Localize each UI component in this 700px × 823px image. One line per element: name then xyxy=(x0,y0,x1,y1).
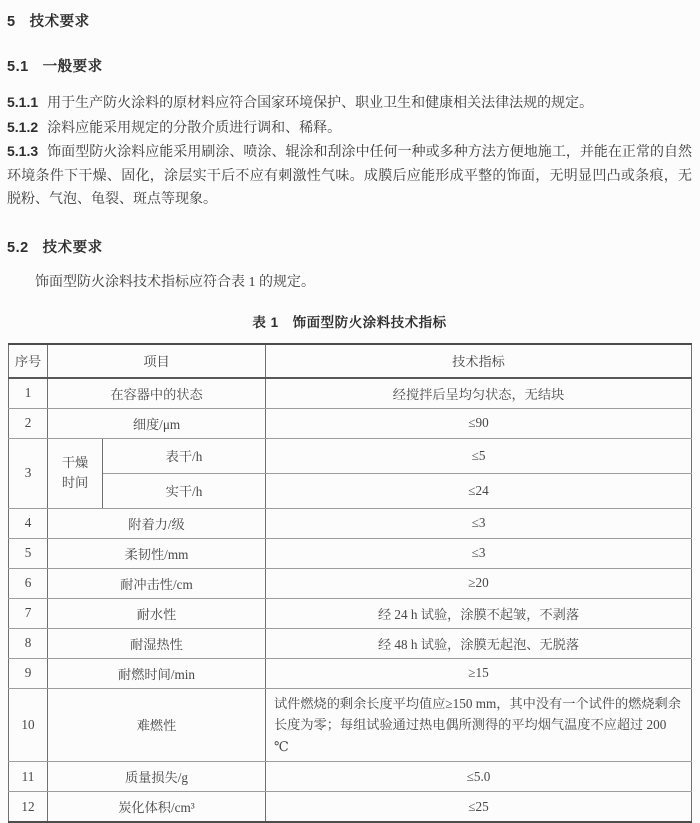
section-5-number: 5 xyxy=(7,14,16,30)
table-row-12 xyxy=(9,792,692,823)
row-11-item: 质量损失/g xyxy=(48,762,266,792)
row-3b-item: 实干/h xyxy=(103,473,266,508)
paragraph-5-1-3-text: 饰面型防火涂料应能采用刷涂、喷涂、辊涂和刮涂中任何一种或多种方法方便地施工，并能在正常的自然环境条件下干燥、固化，涂层实干后不应有刺激性气味。成膜后应能形成平整的饰面，无明显凹凸或条痕，无脱粉、气泡、龟裂、斑点等现象。 xyxy=(7,145,692,207)
row-8-item: 耐湿热性 xyxy=(48,628,266,658)
table-row-11 xyxy=(9,762,692,792)
section-5-title: 技术要求 xyxy=(30,14,90,30)
row-3-index: 3 xyxy=(9,438,48,508)
paragraph-5-1-2 xyxy=(7,116,692,141)
row-8-index: 8 xyxy=(9,628,48,658)
row-7-spec: 经 24 h 试验，涂膜不起皱，不剥落 xyxy=(266,598,692,628)
row-2-item: 细度/μm xyxy=(48,408,266,438)
general-requirements-paragraphs xyxy=(7,91,692,212)
row-5-index: 5 xyxy=(9,538,48,568)
row-6-index: 6 xyxy=(9,568,48,598)
table-row-4 xyxy=(9,508,692,538)
col-header-spec: 技术指标 xyxy=(266,344,692,378)
row-11-spec: ≤5.0 xyxy=(266,762,692,792)
table-row-5 xyxy=(9,538,692,568)
section-5-2-number: 5.2 xyxy=(7,240,29,256)
row-10-spec: 试件燃烧的剩余长度平均值应≥150 mm，其中没有一个试件的燃烧剩余长度为零；每组试验通过热电偶所测得的平均烟气温度不应超过 200 ℃ xyxy=(266,688,692,762)
paragraph-5-1-1-number: 5.1.1 xyxy=(7,94,38,110)
row-10-index: 10 xyxy=(9,688,48,762)
row-3-group-line1: 干燥 xyxy=(52,453,98,473)
row-9-item: 耐燃时间/min xyxy=(48,658,266,688)
row-4-index: 4 xyxy=(9,508,48,538)
section-5-1-title: 一般要求 xyxy=(43,59,103,75)
table-row-10 xyxy=(9,688,692,762)
row-6-item: 耐冲击性/cm xyxy=(48,568,266,598)
paragraph-5-1-2-number: 5.1.2 xyxy=(7,119,38,135)
row-12-index: 12 xyxy=(9,792,48,823)
row-7-item: 耐水性 xyxy=(48,598,266,628)
table-row-1 xyxy=(9,378,692,409)
row-3a-spec: ≤5 xyxy=(266,438,692,473)
table-row-2 xyxy=(9,408,692,438)
spec-table xyxy=(8,343,692,823)
table-row-9 xyxy=(9,658,692,688)
paragraph-5-1-2-text: 涂料应能采用规定的分散介质进行调和、稀释。 xyxy=(47,121,341,136)
row-8-spec: 经 48 h 试验，涂膜无起泡、无脱落 xyxy=(266,628,692,658)
table-caption: 表 1 饰面型防火涂料技术指标 xyxy=(7,311,692,331)
row-3b-spec: ≤24 xyxy=(266,473,692,508)
row-9-spec: ≥15 xyxy=(266,658,692,688)
row-11-index: 11 xyxy=(9,762,48,792)
col-header-item: 项目 xyxy=(48,344,266,378)
table-row-7 xyxy=(9,598,692,628)
row-3-group-line2: 时间 xyxy=(52,473,98,493)
table-header-row xyxy=(9,344,692,378)
col-header-index: 序号 xyxy=(9,344,48,378)
row-2-index: 2 xyxy=(9,408,48,438)
row-1-index: 1 xyxy=(9,378,48,409)
row-12-item: 炭化体积/cm³ xyxy=(48,792,266,823)
section-5-1-heading xyxy=(7,55,692,76)
section-5-1-number: 5.1 xyxy=(7,59,29,75)
section-5-2-heading xyxy=(7,236,692,257)
row-4-spec: ≤3 xyxy=(266,508,692,538)
row-3a-item: 表干/h xyxy=(103,438,266,473)
row-5-spec: ≤3 xyxy=(266,538,692,568)
row-1-item: 在容器中的状态 xyxy=(48,378,266,409)
row-5-item: 柔韧性/mm xyxy=(48,538,266,568)
paragraph-5-1-3 xyxy=(7,140,692,212)
table-row-3a xyxy=(9,438,692,473)
row-6-spec: ≥20 xyxy=(266,568,692,598)
table-row-8 xyxy=(9,628,692,658)
row-4-item: 附着力/级 xyxy=(48,508,266,538)
paragraph-5-1-1 xyxy=(7,91,692,116)
row-1-spec: 经搅拌后呈均匀状态，无结块 xyxy=(266,378,692,409)
section-5-2-title: 技术要求 xyxy=(43,240,103,256)
table-row-3b xyxy=(9,473,692,508)
table-row-6 xyxy=(9,568,692,598)
table-intro-text: 饰面型防火涂料技术指标应符合表 1 的规定。 xyxy=(7,271,692,291)
row-10-item: 难燃性 xyxy=(48,688,266,762)
row-7-index: 7 xyxy=(9,598,48,628)
row-12-spec: ≤25 xyxy=(266,792,692,823)
row-3-group-label xyxy=(48,438,103,508)
paragraph-5-1-3-number: 5.1.3 xyxy=(7,143,38,159)
section-5-heading xyxy=(7,10,692,31)
row-9-index: 9 xyxy=(9,658,48,688)
paragraph-5-1-1-text: 用于生产防火涂料的原材料应符合国家环境保护、职业卫生和健康相关法律法规的规定。 xyxy=(47,96,593,111)
row-2-spec: ≤90 xyxy=(266,408,692,438)
